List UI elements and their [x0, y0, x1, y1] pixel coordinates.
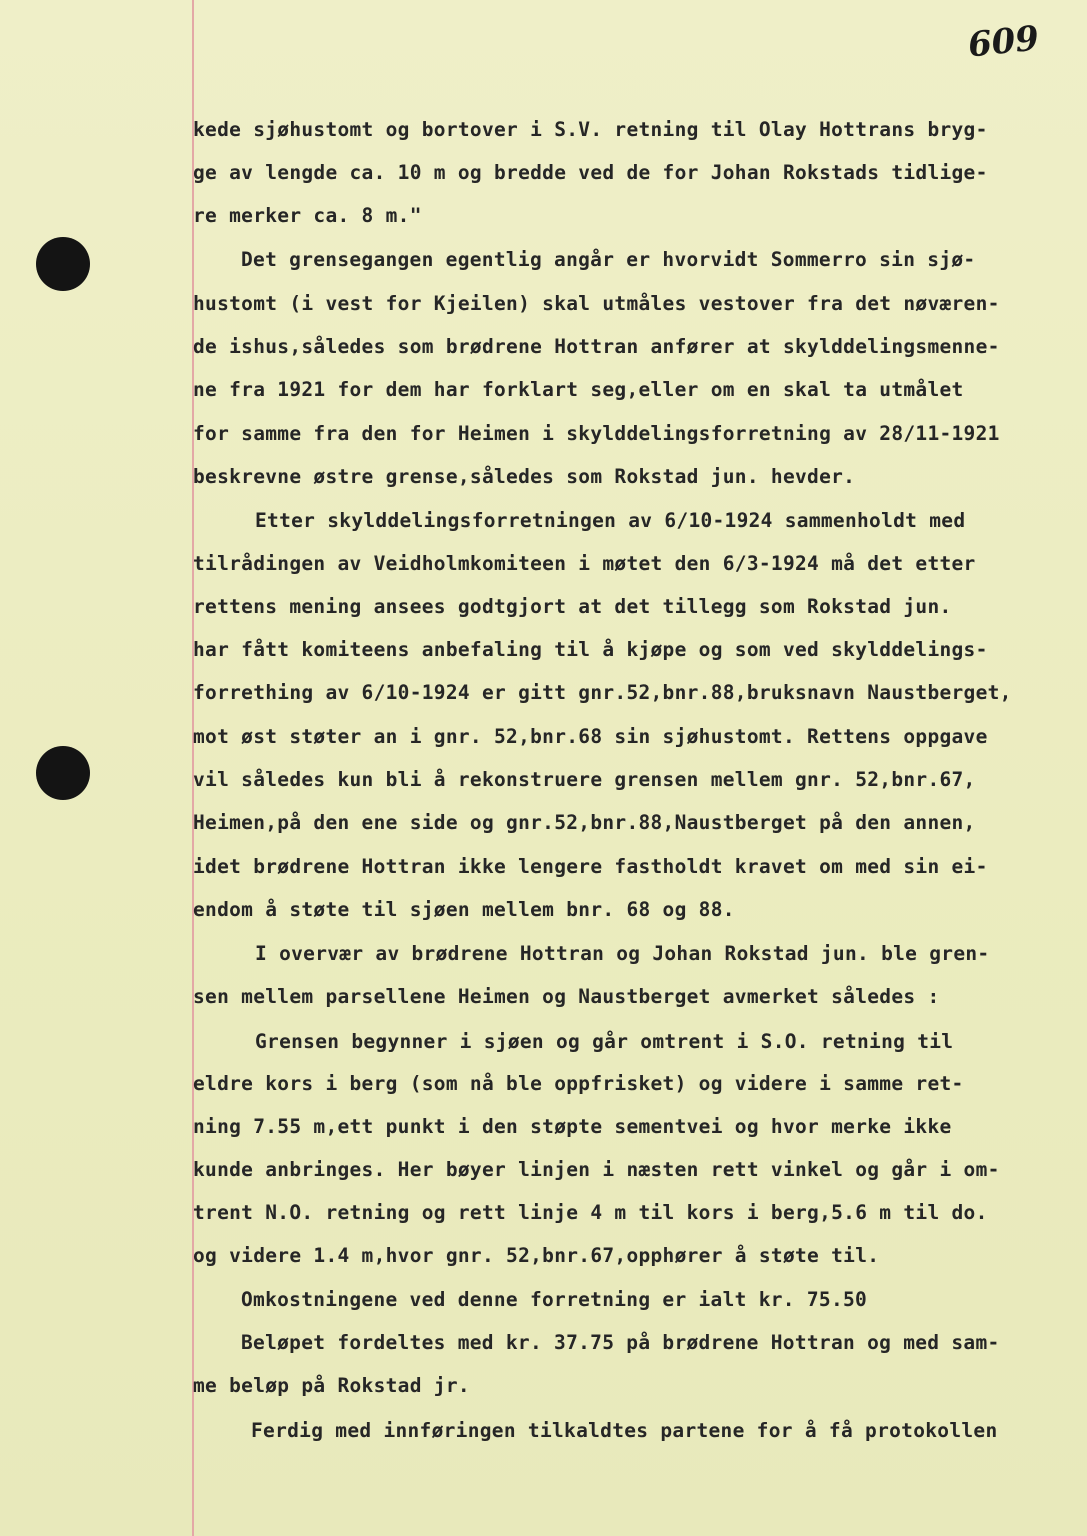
text-line: ne fra 1921 for dem har forklart seg,eller om en skal ta utmålet	[193, 378, 964, 401]
text-line: me beløp på Rokstad jr.	[193, 1374, 470, 1397]
text-line: og videre 1.4 m,hvor gnr. 52,bnr.67,opphører å støte til.	[193, 1244, 880, 1267]
text-line: I overvær av brødrene Hottran og Johan Rokstad jun. ble gren-	[255, 942, 990, 965]
text-line: ge av lengde ca. 10 m og bredde ved de for Johan Rokstads tidlige-	[193, 161, 988, 184]
text-line: Ferdig med innføringen tilkaldtes partene for å få protokollen	[251, 1419, 998, 1442]
text-line: vil således kun bli å rekonstruere grensen mellem gnr. 52,bnr.67,	[193, 768, 976, 791]
text-line: sen mellem parsellene Heimen og Naustberget avmerket således :	[193, 985, 940, 1008]
text-line: har fått komiteens anbefaling til å kjøpe og som ved skylddelings-	[193, 638, 988, 661]
text-line: de ishus,således som brødrene Hottran anfører at skylddelingsmenne-	[193, 335, 1000, 358]
text-line: re merker ca. 8 m."	[193, 204, 422, 227]
text-line: Heimen,på den ene side og gnr.52,bnr.88,Naustberget på den annen,	[193, 811, 976, 834]
text-line: endom å støte til sjøen mellem bnr. 68 og 88.	[193, 898, 735, 921]
page-number: 609	[966, 18, 1041, 66]
text-line: tilrådingen av Veidholmkomiteen i møtet den 6/3-1924 må det etter	[193, 552, 976, 575]
text-line: trent N.O. retning og rett linje 4 m til kors i berg,5.6 m til do.	[193, 1201, 988, 1224]
text-line: Det grensegangen egentlig angår er hvorvidt Sommerro sin sjø-	[241, 248, 976, 271]
text-line: rettens mening ansees godtgjort at det tillegg som Rokstad jun.	[193, 595, 952, 618]
text-line: beskrevne østre grense,således som Rokstad jun. hevder.	[193, 465, 856, 488]
text-line: mot øst støter an i gnr. 52,bnr.68 sin sjøhustomt. Rettens oppgave	[193, 725, 988, 748]
text-line: kede sjøhustomt og bortover i S.V. retning til Olay Hottrans bryg-	[193, 118, 988, 141]
text-line: Beløpet fordeltes med kr. 37.75 på brødrene Hottran og med sam-	[241, 1331, 1000, 1354]
text-line: for samme fra den for Heimen i skylddelingsforretning av 28/11-1921	[193, 422, 1000, 445]
text-line: Etter skylddelingsforretningen av 6/10-1924 sammenholdt med	[255, 509, 966, 532]
text-line: ning 7.55 m,ett punkt i den støpte sementvei og hvor merke ikke	[193, 1115, 952, 1138]
text-line: kunde anbringes. Her bøyer linjen i næsten rett vinkel og går i om-	[193, 1158, 1000, 1181]
text-line: eldre kors i berg (som nå ble oppfrisket) og videre i samme ret-	[193, 1072, 964, 1095]
text-line: forrething av 6/10-1924 er gitt gnr.52,bnr.88,bruksnavn Naustberget,	[193, 681, 1012, 704]
text-line: hustomt (i vest for Kjeilen) skal utmåles vestover fra det nøværen-	[193, 292, 1000, 315]
text-line: Grensen begynner i sjøen og går omtrent i S.O. retning til	[255, 1030, 954, 1053]
text-line: idet brødrene Hottran ikke lengere fastholdt kravet om med sin ei-	[193, 855, 988, 878]
text-line: Omkostningene ved denne forretning er ialt kr. 75.50	[241, 1288, 868, 1311]
